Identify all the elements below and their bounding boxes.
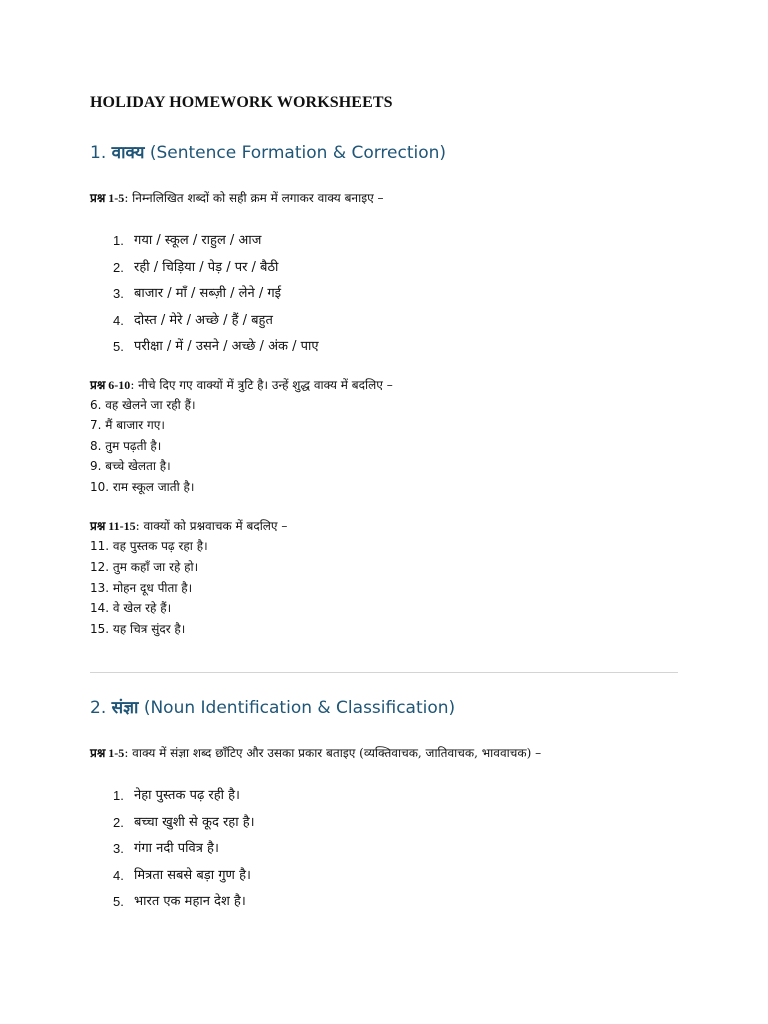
question-prompt-6-10 [90, 375, 678, 395]
list-item [90, 334, 678, 361]
interrogative-sentences [90, 536, 678, 639]
section-divider [90, 672, 678, 673]
list-item [90, 281, 678, 308]
list-item-text: भारत एक महान देश है। [134, 894, 246, 910]
sentence-line: 15. यह चित्र सुंदर है। [90, 621, 186, 636]
list-item-number: 4. [113, 312, 124, 328]
question-prompt-noun-1-5 [90, 743, 678, 763]
sentence-line: 6. वह खेलने जा रही हैं। [90, 397, 196, 412]
list-item-number: 1. [113, 788, 124, 804]
list-item-number: 1. [113, 233, 124, 248]
question-prompt-1-5 [90, 188, 678, 208]
sentence-line: 8. तुम पढ़ती है। [90, 438, 162, 453]
section-english-title: (Sentence Formation & Correction) [144, 143, 447, 163]
question-label: प्रश्न 6-10 [90, 377, 131, 392]
list-item-number: 3. [113, 286, 124, 301]
section-heading-sentence [90, 140, 678, 166]
sentence-line: 11. वह पुस्तक पढ़ रहा है। [90, 539, 208, 554]
list-item-text: गंगा नदी पवित्र है। [134, 841, 219, 857]
sentence-line: 13. मोहन दूध पीता है। [90, 580, 193, 595]
question-label: प्रश्न 11-15 [90, 519, 136, 534]
sentence-line: 12. तुम कहाँ जा रहे हो। [90, 560, 199, 575]
list-item-number: 5. [113, 339, 124, 354]
noun-sentences-list [90, 783, 678, 916]
list-item-number: 2. [113, 814, 124, 830]
list-item-text: मित्रता सबसे बड़ा गुण है। [134, 867, 251, 883]
correction-sentences [90, 395, 678, 498]
jumbled-words-list [90, 228, 678, 361]
list-item-number: 2. [113, 259, 124, 275]
section-english-title: (Noun Identification & Classification) [138, 698, 456, 719]
list-item-text: नेहा पुस्तक पढ़ रही है। [134, 788, 240, 804]
sentence-line: 7. मैं बाजार गए। [90, 418, 165, 433]
list-item-text: रही / चिड़िया / पेड़ / पर / बैठी [134, 259, 279, 275]
worksheet-page [90, 92, 678, 916]
section-number: 1. [90, 143, 112, 163]
list-item [90, 308, 678, 335]
question-label: प्रश्न 1-5 [90, 191, 125, 205]
section-number: 2. [90, 698, 112, 719]
question-text: : वाक्यों को प्रश्नवाचक में बदलिए – [135, 519, 288, 534]
question-label: प्रश्न 1-5 [90, 746, 125, 761]
list-item-number: 4. [113, 867, 124, 883]
list-item [90, 889, 678, 916]
question-text: : वाक्य में संज्ञा शब्द छाँटिए और उसका प्रकार बताइए (व्यक्तिवाचक, जातिवाचक, भाववाचक) – [124, 746, 542, 761]
section-hindi-title: वाक्य [111, 143, 145, 163]
list-item [90, 810, 678, 837]
list-item [90, 228, 678, 255]
list-item-text: बाजार / माँ / सब्ज़ी / लेने / गई [134, 286, 282, 301]
question-text: : नीचे दिए गए वाक्यों में त्रुटि है। उन्हें शुद्ध वाक्य में बदलिए – [130, 377, 393, 392]
section-hindi-title: संज्ञा [111, 698, 139, 719]
list-item-number: 3. [113, 841, 124, 857]
list-item-text: गया / स्कूल / राहुल / आज [134, 233, 262, 248]
list-item-number: 5. [113, 894, 124, 910]
list-item [90, 836, 678, 863]
list-item-text: दोस्त / मेरे / अच्छे / हैं / बहुत [134, 312, 273, 328]
document-title: HOLIDAY HOMEWORK WORKSHEETS [90, 94, 393, 111]
sentence-line: 10. राम स्कूल जाती है। [90, 479, 195, 494]
question-text: : निम्नलिखित शब्दों को सही क्रम में लगाकर वाक्य बनाइए – [124, 191, 384, 205]
list-item [90, 863, 678, 890]
list-item [90, 783, 678, 810]
list-item-text: बच्चा खुशी से कूद रहा है। [134, 814, 255, 830]
list-item [90, 255, 678, 282]
sentence-line: 9. बच्चे खेलता है। [90, 459, 171, 474]
sentence-line: 14. वे खेल रहे हैं। [90, 601, 172, 616]
list-item-text: परीक्षा / में / उसने / अच्छे / अंक / पाए [134, 339, 319, 354]
section-heading-noun [90, 695, 678, 721]
question-prompt-11-15 [90, 516, 678, 536]
